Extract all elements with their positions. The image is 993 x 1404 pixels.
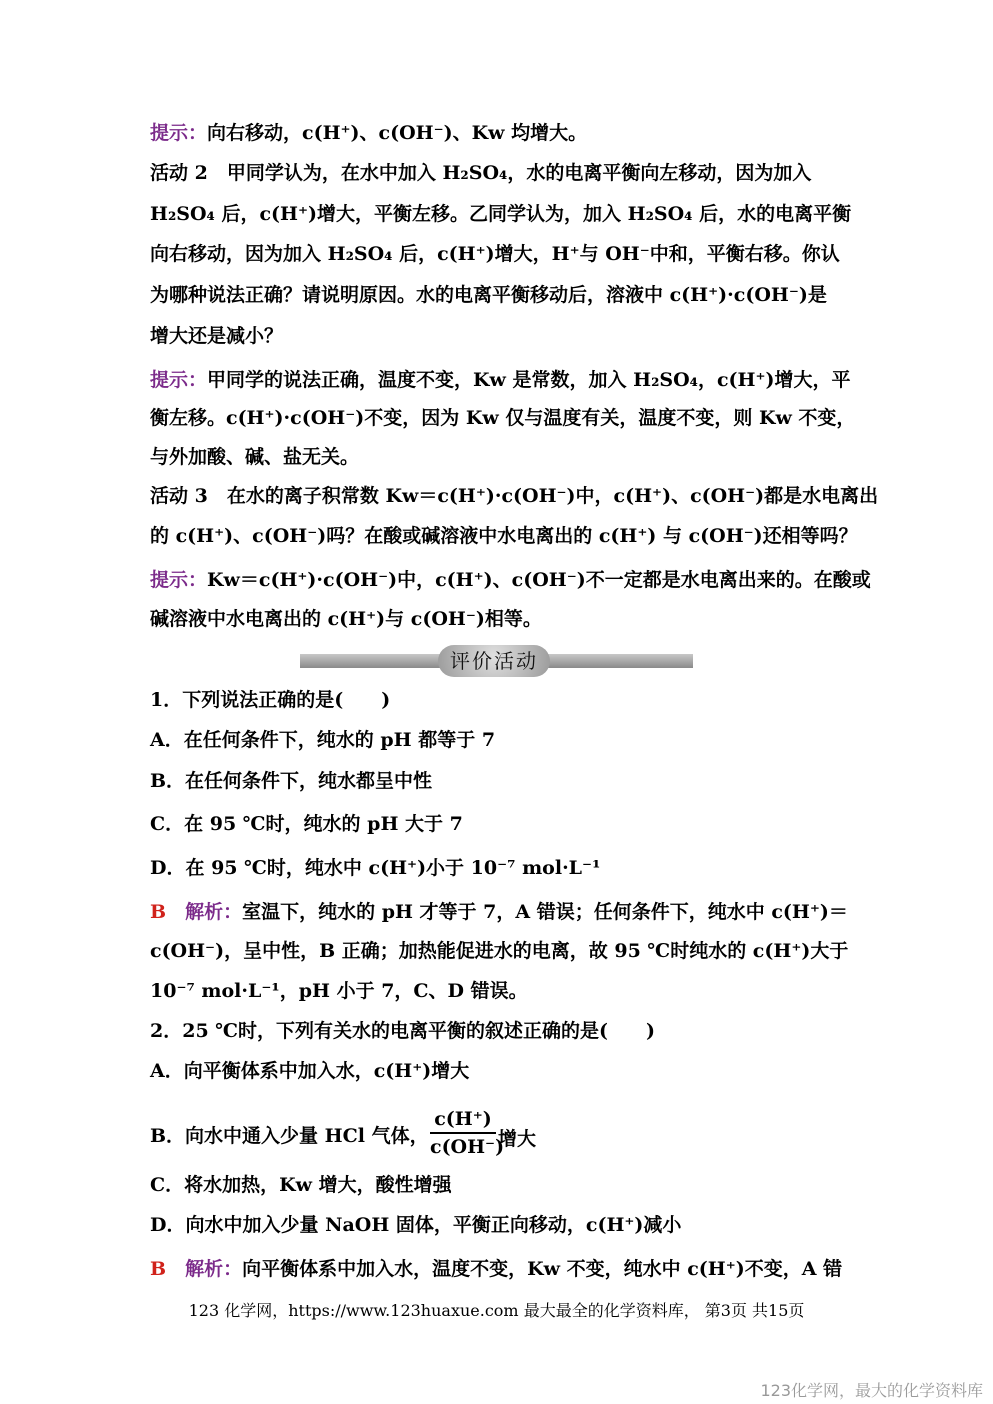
hint-label: 提示：	[150, 369, 208, 391]
line-text: 的 c(H⁺)、c(OH⁻)吗？在酸或碱溶液中水电离出的 c(H⁺) 与 c(OH⁻)还相等吗？	[150, 525, 858, 547]
line-19	[150, 939, 848, 963]
line-23	[150, 1124, 429, 1148]
line-text: 增大还是减小？	[150, 325, 284, 347]
line-0	[150, 121, 587, 145]
line-text: 碱溶液中水电离出的 c(H⁺)与 c(OH⁻)相等。	[150, 608, 542, 630]
line-text: 活动 3 在水的离子积常数 Kw＝c(H⁺)·c(OH⁻)中，c(H⁺)、c(OH⁻)都是水电离出	[150, 485, 879, 507]
fraction-bar	[430, 1132, 496, 1134]
line-1	[150, 161, 811, 185]
line-16	[150, 812, 463, 836]
answer-letter: B	[150, 1258, 167, 1280]
line-text: 甲同学的说法正确，温度不变，Kw 是常数，加入 H₂SO₄，c(H⁺)增大，平	[207, 369, 851, 391]
line-21	[150, 1019, 655, 1043]
line-22	[150, 1059, 469, 1083]
line-text: C．将水加热，Kw 增大，酸性增强	[150, 1174, 452, 1196]
section-title: 评价活动	[438, 645, 550, 677]
fraction-denominator: c(OH⁻)	[430, 1136, 505, 1158]
line-5	[150, 324, 283, 348]
line-text: 2．25 ℃时，下列有关水的电离平衡的叙述正确的是( )	[150, 1020, 656, 1042]
analysis-label: 解析：	[185, 901, 243, 923]
line-13	[150, 688, 390, 712]
line-18	[150, 900, 848, 924]
line-14	[150, 728, 495, 752]
line-9	[150, 484, 878, 508]
line-text: C．在 95 ℃时，纯水的 pH 大于 7	[150, 813, 463, 835]
line-text: D．在 95 ℃时，纯水中 c(H⁺)小于 10⁻⁷ mol·L⁻¹	[150, 857, 601, 879]
line-text: 室温下，纯水的 pH 才等于 7，A 错误；任何条件下，纯水中 c(H⁺)＝	[242, 901, 848, 923]
line-text: 10⁻⁷ mol·L⁻¹，pH 小于 7，C、D 错误。	[150, 980, 528, 1002]
hint-label: 提示：	[150, 569, 208, 591]
line-text: Kw＝c(H⁺)·c(OH⁻)中，c(H⁺)、c(OH⁻)不一定都是水电离出来的。在酸或	[207, 569, 871, 591]
answer-gap	[166, 901, 185, 923]
line-12	[150, 607, 542, 631]
line-text: A．在任何条件下，纯水的 pH 都等于 7	[150, 729, 496, 751]
line-6	[150, 368, 851, 392]
hint-label: 提示：	[150, 122, 208, 144]
line-text: 1．下列说法正确的是( )	[150, 689, 391, 711]
fraction-numerator: c(H⁺)	[434, 1108, 492, 1130]
line-text: 活动 2 甲同学认为，在水中加入 H₂SO₄，水的电离平衡向左移动，因为加入	[150, 162, 812, 184]
fraction-suffix: 增大	[498, 1128, 537, 1150]
line-11	[150, 568, 871, 592]
line-4	[150, 283, 827, 307]
line-text: 向右移动，c(H⁺)、c(OH⁻)、Kw 均增大。	[207, 122, 588, 144]
line-text: H₂SO₄ 后，c(H⁺)增大，平衡左移。乙同学认为，加入 H₂SO₄ 后，水的电离平衡	[150, 203, 852, 225]
line-20	[150, 979, 528, 1003]
analysis-label: 解析：	[185, 1258, 243, 1280]
page-footer: 123 化学网，https://www.123huaxue.com 最大最全的化学资料库， 第3页 共15页	[188, 1301, 805, 1320]
line-text: 与外加酸、碱、盐无关。	[150, 446, 360, 468]
line-text: 向平衡体系中加入水，温度不变，Kw 不变，纯水中 c(H⁺)不变，A 错	[242, 1258, 843, 1280]
line-8	[150, 445, 359, 469]
line-text: B．在任何条件下，纯水都呈中性	[150, 770, 433, 792]
watermark: 123化学网，最大的化学资料库	[760, 1381, 983, 1400]
line-text: 为哪种说法正确？请说明原因。水的电离平衡移动后，溶液中 c(H⁺)·c(OH⁻)是	[150, 284, 827, 306]
line-7	[150, 406, 855, 430]
line-text: A．向平衡体系中加入水，c(H⁺)增大	[150, 1060, 470, 1082]
line-24	[150, 1173, 452, 1197]
answer-gap	[166, 1258, 185, 1280]
line-text: D．向水中加入少量 NaOH 固体，平衡正向移动，c(H⁺)减小	[150, 1214, 682, 1236]
line-2	[150, 202, 851, 226]
line-text: 向右移动，因为加入 H₂SO₄ 后，c(H⁺)增大，H⁺与 OH⁻中和，平衡右移。你认	[150, 243, 840, 265]
line-17	[150, 856, 600, 880]
line-text: 衡左移。c(H⁺)·c(OH⁻)不变，因为 Kw 仅与温度有关，温度不变，则 Kw 不变，	[150, 407, 856, 429]
line-3	[150, 242, 840, 266]
line-25	[150, 1213, 681, 1237]
line-text: c(OH⁻)，呈中性，B 正确；加热能促进水的电离，故 95 ℃时纯水的 c(H⁺)大于	[150, 940, 849, 962]
line-10	[150, 524, 858, 548]
line-26	[150, 1257, 842, 1281]
line-15	[150, 769, 432, 793]
line-text: B．向水中通入少量 HCl 气体，	[150, 1125, 429, 1147]
fraction	[430, 1107, 505, 1159]
answer-letter: B	[150, 901, 167, 923]
